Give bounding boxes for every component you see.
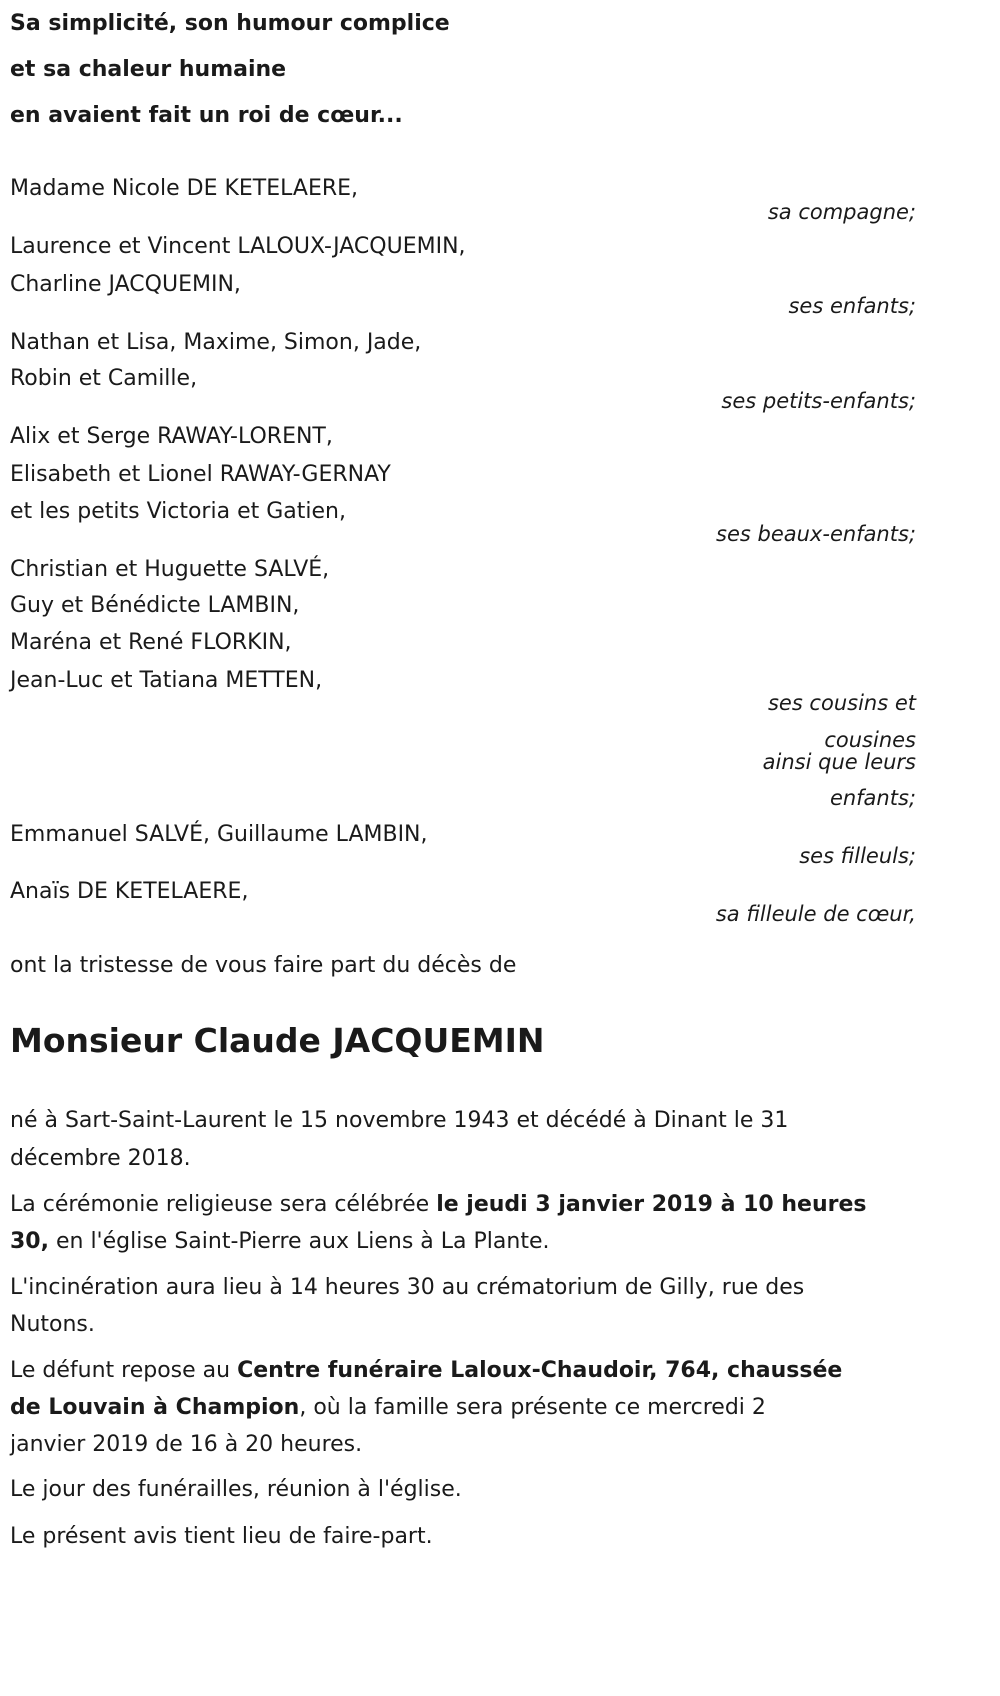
rest-text — [10, 1356, 842, 1386]
family-name: Guy et Bénédicte LAMBIN, — [10, 593, 300, 618]
funeral-center-location: de Louvain à Champion — [10, 1395, 300, 1420]
family-name: Laurence et Vincent LALOUX-JACQUEMIN, — [10, 234, 466, 259]
ceremony-place: en l'église Saint-Pierre aux Liens à La Plante. — [48, 1229, 550, 1254]
intro-line: Sa simplicité, son humour complice — [10, 11, 450, 36]
family-name: Maréna et René FLORKIN, — [10, 630, 292, 655]
funeral-text: Le jour des funérailles, réunion à l'église. — [10, 1477, 462, 1502]
family-name: Christian et Huguette SALVÉ, — [10, 557, 330, 582]
family-relation: ses filleuls; — [799, 844, 916, 868]
funeral-center: Centre funéraire Laloux-Chaudoir, 764, chaussée — [237, 1358, 843, 1383]
family-name: Madame Nicole DE KETELAERE, — [10, 176, 359, 201]
family-name: Emmanuel SALVÉ, Guillaume LAMBIN, — [10, 822, 428, 847]
rest-post: , où la famille sera présente ce mercredi 2 — [299, 1395, 766, 1420]
ceremony-pre: La cérémonie religieuse sera célébrée — [10, 1192, 437, 1217]
family-relation: ses beaux-enfants; — [716, 522, 916, 546]
family-name: Jean-Luc et Tatiana METTEN, — [10, 668, 323, 693]
intro-line: et sa chaleur humaine — [10, 57, 287, 82]
family-name: Elisabeth et Lionel RAWAY-GERNAY — [10, 462, 391, 487]
ceremony-date: le jeudi 3 janvier 2019 à 10 heures — [436, 1192, 867, 1217]
notice-text: Le présent avis tient lieu de faire-part. — [10, 1524, 433, 1549]
birth-text: né à Sart-Saint-Laurent le 15 novembre 1943 et décédé à Dinant le 31 — [10, 1108, 789, 1133]
family-relation: ses enfants; — [788, 294, 916, 318]
announcement: ont la tristesse de vous faire part du décès de — [10, 953, 517, 978]
family-relation: sa compagne; — [767, 200, 916, 224]
deceased-name: Monsieur Claude JACQUEMIN — [10, 1021, 545, 1060]
ceremony-time: 30, — [10, 1229, 49, 1254]
family-relation: enfants; — [829, 786, 916, 810]
rest-text: janvier 2019 de 16 à 20 heures. — [10, 1432, 363, 1457]
rest-pre: Le défunt repose au — [10, 1358, 238, 1383]
family-name: et les petits Victoria et Gatien, — [10, 499, 346, 524]
ceremony-text — [10, 1227, 549, 1257]
birth-text: décembre 2018. — [10, 1146, 191, 1171]
ceremony-text — [10, 1190, 867, 1220]
cremation-text: Nutons. — [10, 1312, 95, 1337]
family-name: Alix et Serge RAWAY-LORENT, — [10, 424, 333, 449]
intro-line: en avaient fait un roi de cœur... — [10, 103, 403, 128]
family-relation: ses cousins et — [767, 691, 916, 715]
family-name: Charline JACQUEMIN, — [10, 272, 241, 297]
family-name: Anaïs DE KETELAERE, — [10, 879, 249, 904]
family-relation: cousines — [824, 728, 916, 752]
rest-text — [10, 1393, 766, 1423]
family-relation: ainsi que leurs — [762, 750, 916, 774]
cremation-text: L'incinération aura lieu à 14 heures 30 au crématorium de Gilly, rue des — [10, 1275, 805, 1300]
family-relation: ses petits-enfants; — [721, 389, 916, 413]
family-relation: sa filleule de cœur, — [715, 902, 916, 926]
family-name: Robin et Camille, — [10, 366, 198, 391]
family-name: Nathan et Lisa, Maxime, Simon, Jade, — [10, 330, 422, 355]
